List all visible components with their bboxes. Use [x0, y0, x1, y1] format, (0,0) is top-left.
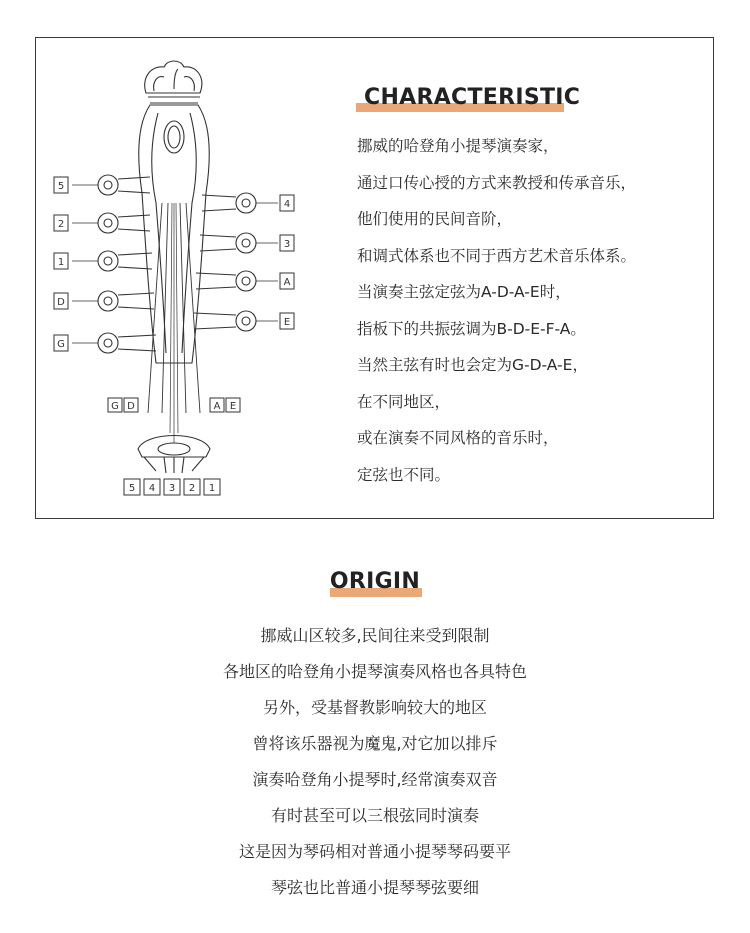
right-string-labels	[280, 195, 294, 329]
origin-line: 演奏哈登角小提琴时,经常演奏双音	[252, 770, 498, 789]
label-left-2: 1	[57, 257, 65, 268]
characteristic-line: 通过口传心授的方式来教授和传承音乐，	[357, 173, 637, 192]
label-right-2: A	[283, 277, 291, 288]
label-right-0: 4	[283, 199, 291, 210]
characteristic-line: 或在演奏不同风格的音乐时，	[357, 429, 559, 447]
characteristic-line: 他们使用的民间音阶，	[357, 210, 513, 228]
origin-text	[0, 620, 750, 908]
label-left-4: G	[57, 339, 65, 350]
characteristic-line: 指板下的共振弦调为B-D-E-F-A。	[357, 319, 586, 338]
characteristic-text	[357, 130, 712, 495]
pegbox-diagram	[46, 53, 306, 503]
label-bridge-2: A	[213, 401, 221, 412]
label-right-1: 3	[283, 239, 291, 250]
characteristic-line: 定弦也不同。	[357, 465, 451, 484]
origin-heading: ORIGIN	[329, 569, 421, 594]
label-left-3: D	[57, 297, 65, 308]
origin-line: 有时甚至可以三根弦同时演奏	[270, 806, 479, 825]
origin-line: 另外，受基督教影响较大的地区	[262, 698, 487, 717]
label-bottom-4: 1	[208, 483, 216, 494]
label-bridge-0: G	[111, 401, 119, 412]
right-pegs	[194, 193, 256, 331]
characteristic-line: 挪威的哈登角小提琴演奏家，	[357, 137, 559, 155]
origin-line: 这是因为琴码相对普通小提琴琴码要平	[238, 842, 511, 861]
label-right-3: E	[283, 317, 291, 328]
origin-line: 曾将该乐器视为魔鬼,对它加以排斥	[252, 734, 498, 753]
characteristic-line: 和调式体系也不同于西方艺术音乐体系。	[357, 246, 637, 265]
label-bottom-2: 3	[168, 483, 176, 494]
left-string-labels	[54, 177, 68, 351]
origin-line: 各地区的哈登角小提琴演奏风格也各具特色	[222, 662, 527, 681]
origin-line: 琴弦也比普通小提琴琴弦要细	[270, 878, 479, 897]
characteristic-line: 当演奏主弦定弦为A-D-A-E时，	[357, 283, 571, 301]
characteristic-line: 当然主弦有时也会定为G-D-A-E，	[357, 356, 588, 374]
label-bottom-3: 2	[188, 483, 196, 494]
label-left-0: 5	[57, 181, 65, 192]
origin-line: 挪威山区较多,民间往来受到限制	[260, 626, 490, 645]
label-bridge-3: E	[229, 401, 237, 412]
sympathetic-string-labels	[124, 479, 220, 495]
label-bottom-0: 5	[128, 483, 136, 494]
characteristic-line: 在不同地区，	[357, 392, 451, 411]
label-bottom-1: 4	[148, 483, 156, 494]
characteristic-heading: CHARACTERISTIC	[364, 85, 581, 110]
label-bridge-1: D	[127, 401, 135, 412]
label-left-1: 2	[57, 219, 65, 230]
